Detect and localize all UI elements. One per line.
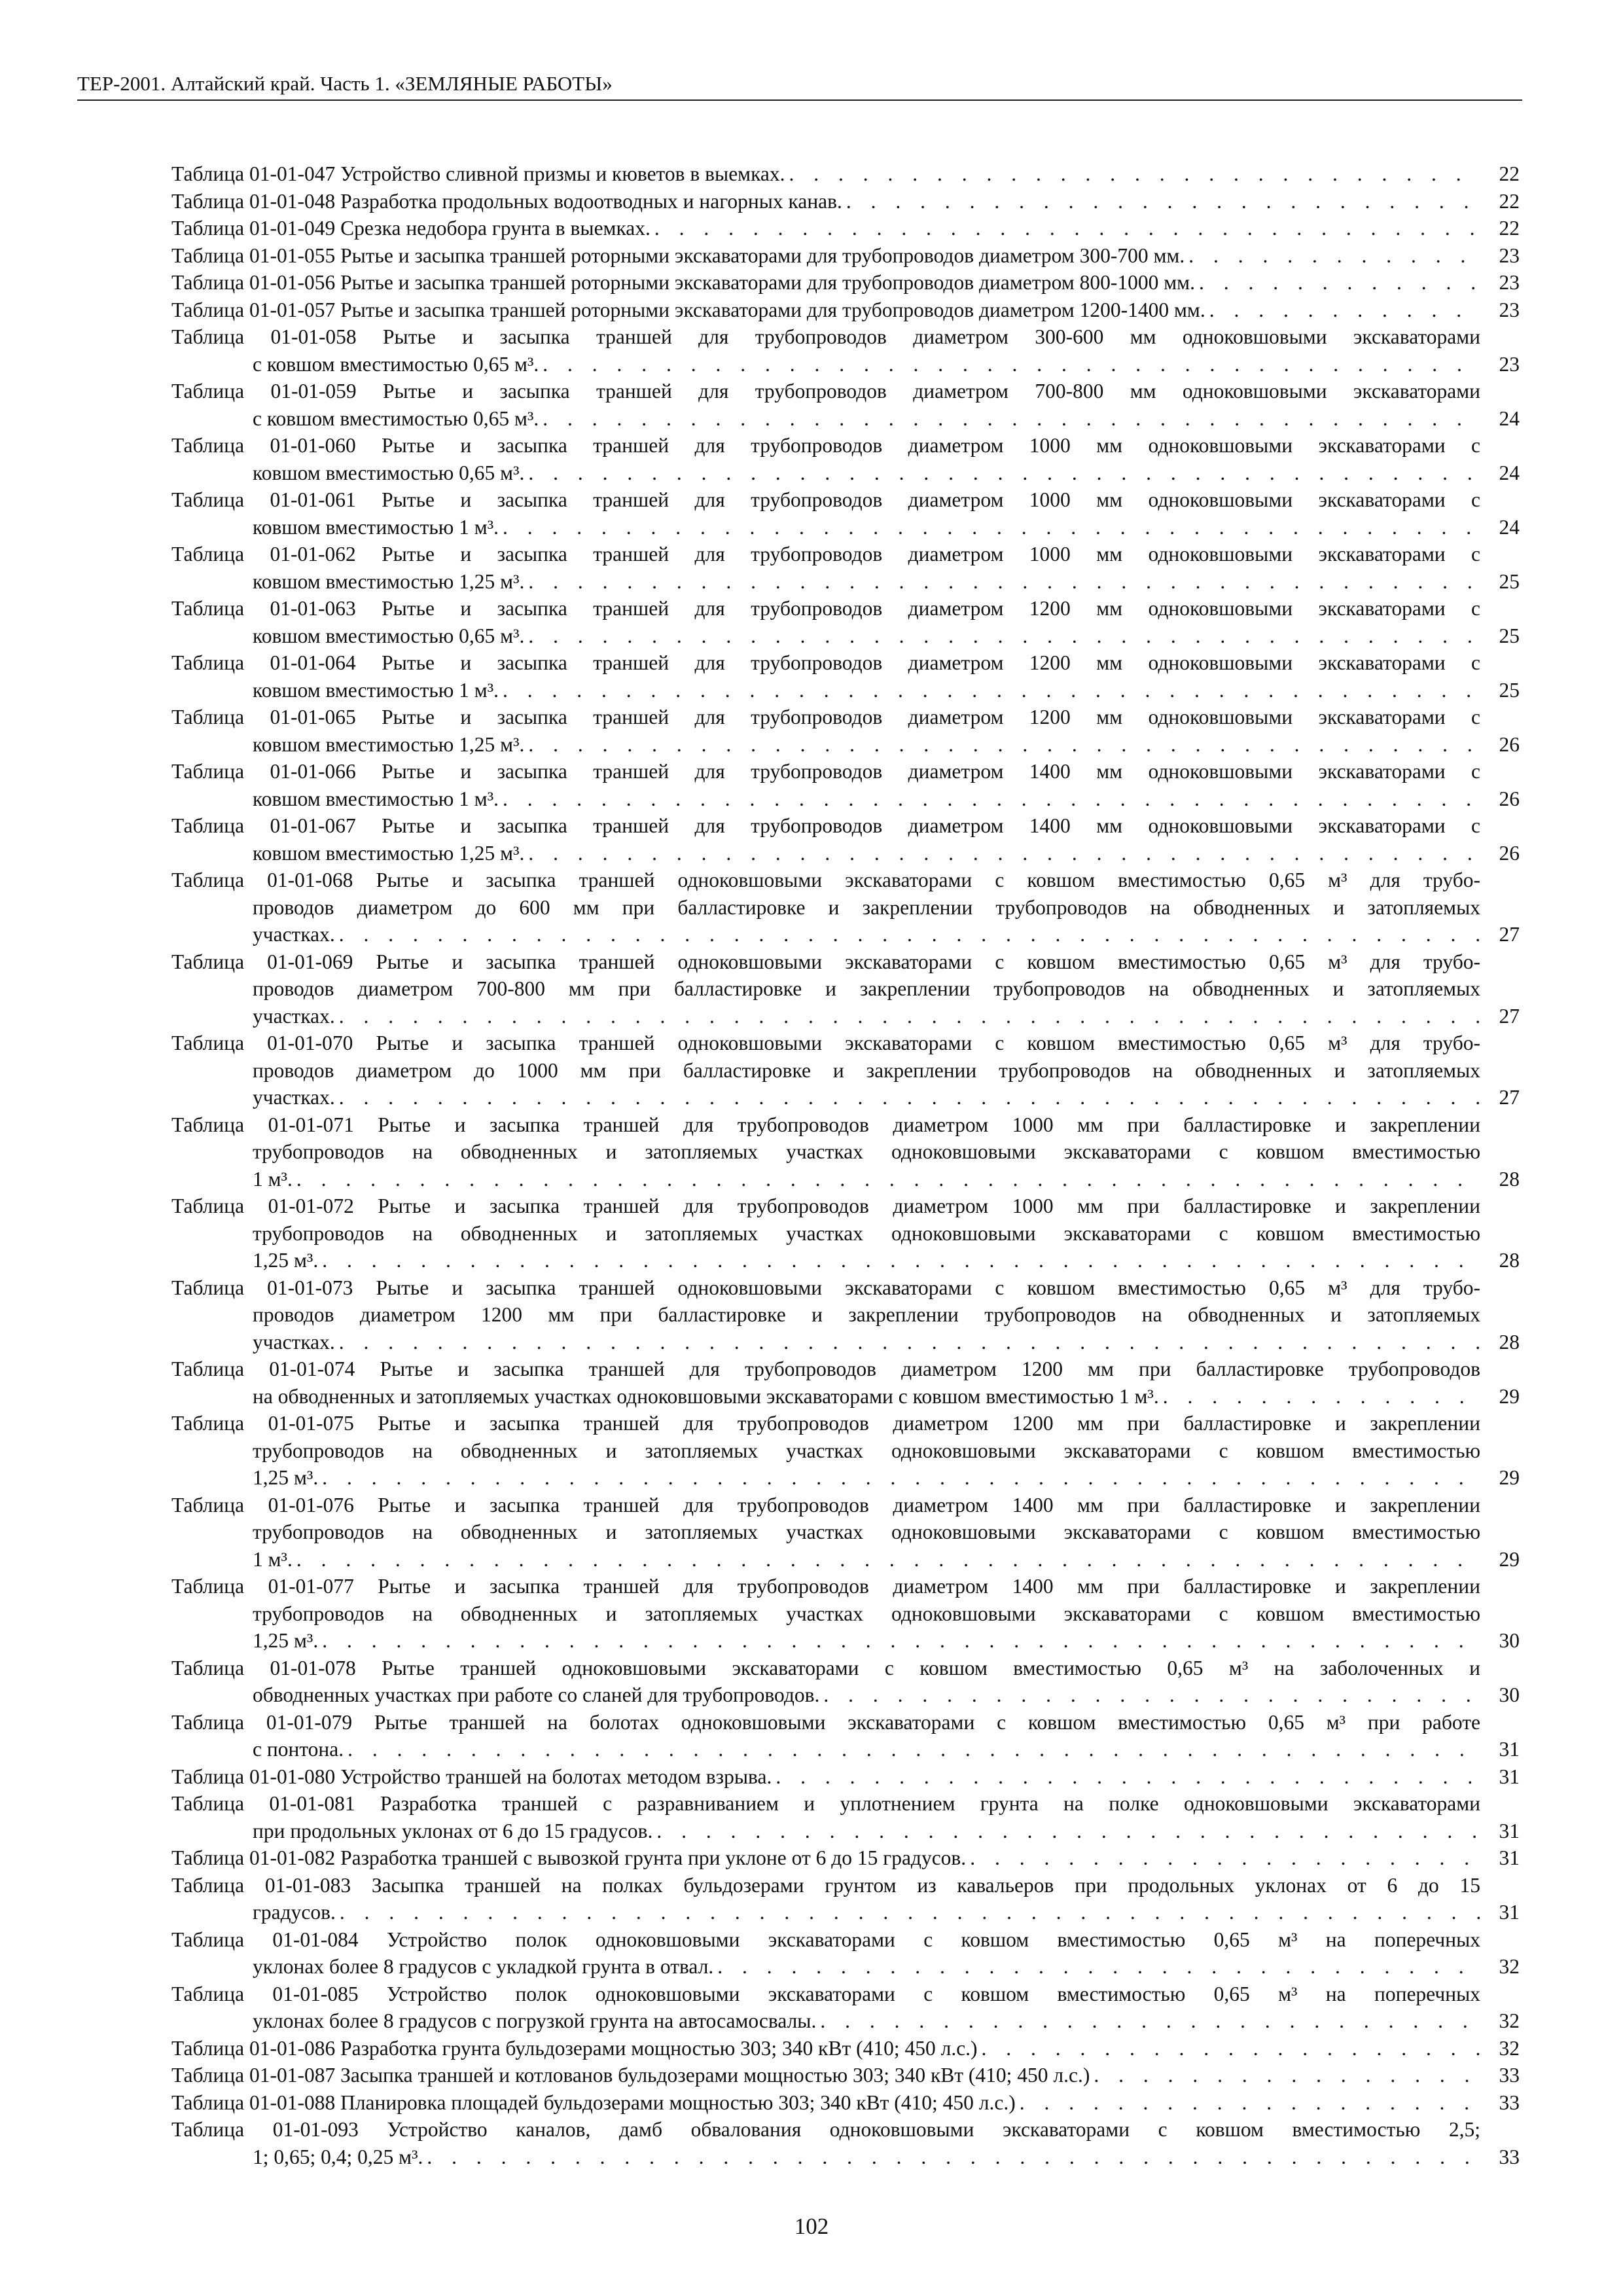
- toc-entry-text: [171, 215, 1480, 242]
- toc-entry-last-line: [171, 405, 1480, 433]
- toc-page-number: 23: [1499, 298, 1520, 321]
- toc-entry-line: Таблица 01-01-065 Рытье и засыпка траншей для трубопроводов диаметром 1200 мм одноковшовыми экскаваторами с: [171, 706, 1480, 728]
- toc-entry-text: [171, 1111, 1480, 1193]
- toc-entry-last-line: [171, 2062, 1480, 2089]
- dot-leader: [982, 2035, 1480, 2062]
- toc-entry-line: трубопроводов на обводненных и затопляемых участках одноковшовыми экскаваторами с ковшом вместимостью: [253, 1221, 1480, 1245]
- toc-entry-line: обводненных участках при работе со сланей для трубопроводов.: [253, 1683, 820, 1706]
- toc-page-number: 28: [1499, 1249, 1520, 1272]
- toc-entry-line: участках.: [253, 1004, 335, 1028]
- toc-entry-last-line: [171, 1383, 1480, 1410]
- toc-entry-last-line: [171, 2144, 1480, 2171]
- dot-leader: [654, 215, 1480, 242]
- toc-entry-line: Таблица 01-01-088 Планировка площадей бульдозерами мощностью 303; 340 кВт (410; 450 л.с.): [171, 2090, 1016, 2114]
- toc-entry-text: [171, 1655, 1480, 1709]
- toc-page-number: 27: [1499, 1086, 1520, 1109]
- header-title: ТЕР-2001. Алтайский край. Часть 1. «ЗЕМЛЯНЫЕ РАБОТЫ»: [77, 72, 613, 95]
- toc-entry-text: [171, 541, 1480, 595]
- toc-page-number: 27: [1499, 923, 1520, 946]
- toc-entry-line: Таблица 01-01-082 Разработка траншей с вывозкой грунта при уклоне от 6 до 15 градусов.: [171, 1846, 967, 1869]
- dot-leader: [528, 622, 1480, 650]
- dot-leader: [1094, 2062, 1480, 2089]
- toc-entry: [171, 704, 1520, 758]
- toc-entry-line: Таблица 01-01-086 Разработка грунта бульдозерами мощностью 303; 340 кВт (410; 450 л.с.): [171, 2036, 978, 2060]
- dot-leader: [543, 405, 1480, 433]
- toc-entry-text: [171, 1872, 1480, 1926]
- toc-page-number: 29: [1499, 1466, 1520, 1489]
- toc-entry-line: ковшом вместимостью 1 м³.: [253, 787, 499, 810]
- dot-leader: [339, 921, 1480, 948]
- toc-page-number: 26: [1499, 787, 1520, 810]
- toc-entry-line: Таблица 01-01-075 Рытье и засыпка траншей для трубопроводов диаметром 1200 мм при балластировке и закреплении: [171, 1412, 1480, 1435]
- toc-entry-line: ковшом вместимостью 1,25 м³.: [253, 732, 525, 756]
- toc-entry: [171, 486, 1520, 541]
- toc-entry: [171, 812, 1520, 867]
- toc-entry-text: [171, 1763, 1480, 1791]
- toc-entry-line: проводов диаметром до 1000 мм при балластировке и закреплении трубопроводов на обводненных и затопляемых: [253, 1058, 1480, 1082]
- toc-entry: [171, 2089, 1520, 2117]
- toc-page-number: 28: [1499, 1330, 1520, 1354]
- toc-page-number: 33: [1499, 2145, 1520, 2168]
- toc-entry-last-line: [171, 1166, 1480, 1193]
- toc-entry-line: проводов диаметром 1200 мм при балластировке и закреплении трубопроводов на обводненных и затопляемых: [253, 1303, 1480, 1326]
- toc-entry-line: Таблица 01-01-057 Рытье и засыпка траншей роторными экскаваторами для трубопроводов диаметром 1200-1400 мм.: [171, 298, 1205, 321]
- dot-leader: [656, 1818, 1480, 1845]
- toc-entry-line: трубопроводов на обводненных и затопляемых участках одноковшовыми экскаваторами с ковшом вместимостью: [253, 1439, 1480, 1462]
- toc-page-number: 26: [1499, 841, 1520, 865]
- toc-entry-last-line: [171, 921, 1480, 948]
- toc-entry-text: [171, 758, 1480, 812]
- toc-entry-line: Таблица 01-01-079 Рытье траншей на болотах одноковшовыми экскаваторами с ковшом вместимостью 0,65 м³ при работе: [171, 1710, 1480, 1734]
- toc-page-number: 29: [1499, 1384, 1520, 1408]
- toc-entry-last-line: [171, 840, 1480, 867]
- toc-entry-text: [171, 160, 1480, 188]
- toc-entry-last-line: [171, 269, 1480, 296]
- toc-entry-line: трубопроводов на обводненных и затопляемых участках одноковшовыми экскаваторами с ковшом вместимостью: [253, 1602, 1480, 1625]
- toc-entry: [171, 1274, 1520, 1356]
- toc-entry-text: [171, 948, 1480, 1030]
- toc-entry-line: 1 м³.: [253, 1547, 293, 1571]
- dot-leader: [340, 1899, 1480, 1926]
- toc-entry-line: Таблица 01-01-072 Рытье и засыпка траншей для трубопроводов диаметром 1000 мм при балластировке и закреплении: [171, 1194, 1480, 1217]
- toc-entry-last-line: [171, 514, 1480, 541]
- toc-entry-line: 1,25 м³.: [253, 1629, 319, 1652]
- toc-entry-line: Таблица 01-01-077 Рытье и засыпка траншей для трубопроводов диаметром 1400 мм при балластировке и закреплении: [171, 1575, 1480, 1598]
- running-header: [77, 71, 1522, 101]
- dot-leader: [503, 514, 1480, 541]
- dot-leader: [528, 459, 1480, 487]
- toc-entry-last-line: [171, 242, 1480, 270]
- toc-entry-text: [171, 867, 1480, 948]
- toc-page-number: 27: [1499, 1004, 1520, 1028]
- toc-entry-last-line: [171, 351, 1480, 378]
- toc-entry-line: участках.: [253, 1330, 335, 1354]
- toc-entry: [171, 2035, 1520, 2062]
- toc-page-number: 30: [1499, 1629, 1520, 1652]
- dot-leader: [1020, 2089, 1480, 2117]
- toc-page-number: 28: [1499, 1167, 1520, 1191]
- toc-page-number: 22: [1499, 217, 1520, 240]
- toc-entry-text: [171, 188, 1480, 215]
- toc-entry: [171, 1872, 1520, 1926]
- toc-entry-line: ковшом вместимостью 1,25 м³.: [253, 841, 525, 865]
- toc-entry-line: Таблица 01-01-074 Рытье и засыпка траншей для трубопроводов диаметром 1200 мм при балластировке трубопроводов: [171, 1357, 1480, 1380]
- dot-leader: [503, 677, 1480, 704]
- toc-entry: [171, 1492, 1520, 1573]
- toc-entry-last-line: [171, 1899, 1480, 1926]
- toc-entry-line: Таблица 01-01-081 Разработка траншей с разравниванием и уплотнением грунта на полке одноковшовыми экскаваторами: [171, 1792, 1480, 1815]
- toc-page-number: 23: [1499, 243, 1520, 267]
- toc-entry-line: Таблица 01-01-069 Рытье и засыпка траншей одноковшовыми экскаваторами с ковшом вместимостью 0,65 м³ для трубо-: [171, 950, 1480, 973]
- toc-entry-line: трубопроводов на обводненных и затопляемых участках одноковшовыми экскаваторами с ковшом вместимостью: [253, 1140, 1480, 1163]
- toc-entry-line: Таблица 01-01-061 Рытье и засыпка траншей для трубопроводов диаметром 1000 мм одноковшовыми экскаваторами с: [171, 488, 1480, 511]
- toc-entry-text: [171, 1193, 1480, 1274]
- toc-entry: [171, 1193, 1520, 1274]
- dot-leader: [1163, 1383, 1480, 1410]
- dot-leader: [339, 1003, 1480, 1030]
- toc-entry-line: Таблица 01-01-080 Устройство траншей на болотах методом взрыва.: [171, 1765, 772, 1788]
- toc-entry-line: Таблица 01-01-084 Устройство полок одноковшовыми экскаваторами с ковшом вместимостью 0,65 м³ на поперечных: [171, 1928, 1480, 1951]
- toc-entry: [171, 1790, 1520, 1844]
- toc-entry-line: Таблица 01-01-062 Рытье и засыпка траншей для трубопроводов диаметром 1000 мм одноковшовыми экскаваторами с: [171, 543, 1480, 565]
- toc-entry-text: [171, 1274, 1480, 1356]
- toc-entry-line: Таблица 01-01-058 Рытье и засыпка траншей для трубопроводов диаметром 300-600 мм одноковшовыми экскаваторами: [171, 325, 1480, 348]
- toc-entry-last-line: [171, 1953, 1480, 1981]
- toc-entry-line: ковшом вместимостью 0,65 м³.: [253, 624, 525, 647]
- toc-entry: [171, 215, 1520, 242]
- toc-entry-last-line: [171, 2035, 1480, 2062]
- toc-entry-text: [171, 2116, 1480, 2170]
- toc-entry: [171, 1844, 1520, 1872]
- toc-entry-line: 1; 0,65; 0,4; 0,25 м³.: [253, 2145, 423, 2168]
- toc-entry-last-line: [171, 215, 1480, 242]
- dot-leader: [296, 1546, 1480, 1573]
- toc-entry: [171, 188, 1520, 215]
- dot-leader: [322, 1247, 1480, 1274]
- toc-entry-line: Таблица 01-01-093 Устройство каналов, дамб обвалования одноковшовыми экскаваторами с ковшом вместимостью 2,5;: [171, 2118, 1480, 2141]
- dot-leader: [1209, 296, 1480, 324]
- dot-leader: [427, 2144, 1480, 2171]
- toc-entry-last-line: [171, 1464, 1480, 1492]
- toc-entry-text: [171, 1790, 1480, 1844]
- toc-entry-text: [171, 486, 1480, 541]
- toc-entry-last-line: [171, 1736, 1480, 1763]
- toc-entry: [171, 541, 1520, 595]
- toc-page-number: 24: [1499, 515, 1520, 539]
- dot-leader: [503, 785, 1480, 813]
- toc-entry-last-line: [171, 459, 1480, 487]
- toc-entry-text: [171, 432, 1480, 486]
- toc-entry-last-line: [171, 1003, 1480, 1030]
- toc-page-number: 25: [1499, 678, 1520, 702]
- toc-entry-text: [171, 323, 1480, 378]
- toc-entry-last-line: [171, 1546, 1480, 1573]
- toc-page-number: 25: [1499, 569, 1520, 593]
- dot-leader: [528, 568, 1480, 596]
- toc-entry-line: трубопроводов на обводненных и затопляемых участках одноковшовыми экскаваторами с ковшом вместимостью: [253, 1520, 1480, 1543]
- dot-leader: [528, 840, 1480, 867]
- toc-page-number: 33: [1499, 2090, 1520, 2114]
- toc-entry-line: уклонах более 8 градусов с погрузкой грунта на автосамосвалы.: [253, 2009, 817, 2032]
- toc-entry-text: [171, 704, 1480, 758]
- toc-entry-line: при продольных уклонах от 6 до 15 градусов.: [253, 1819, 653, 1842]
- toc-entry-line: 1,25 м³.: [253, 1466, 319, 1489]
- toc-entry: [171, 2062, 1520, 2089]
- toc-entry: [171, 1655, 1520, 1709]
- dot-leader: [1188, 242, 1480, 270]
- toc-entry-text: [171, 1981, 1480, 2035]
- toc-entry-last-line: [171, 731, 1480, 759]
- toc-entry-line: с понтона.: [253, 1738, 344, 1761]
- toc-entry-line: Таблица 01-01-049 Срезка недобора грунта в выемках.: [171, 217, 651, 240]
- toc-entry-line: Таблица 01-01-087 Засыпка траншей и котлованов бульдозерами мощностью 303; 340 кВт (410; 450 л.с.): [171, 2064, 1090, 2087]
- toc-entry: [171, 160, 1520, 188]
- toc-entry-last-line: [171, 677, 1480, 704]
- toc-entry: [171, 1111, 1520, 1193]
- toc-entry-text: [171, 1926, 1480, 1981]
- toc-entry-line: проводов диаметром 700-800 мм при балластировке и закреплении трубопроводов на обводненных и затопляемых: [253, 977, 1480, 1000]
- toc-entry-text: [171, 2089, 1480, 2117]
- toc-entry-line: Таблица 01-01-070 Рытье и засыпка траншей одноковшовыми экскаваторами с ковшом вместимостью 0,65 м³ для трубо-: [171, 1031, 1480, 1054]
- toc-entry-last-line: [171, 1084, 1480, 1111]
- toc-entry-text: [171, 2035, 1480, 2062]
- toc-entry-last-line: [171, 188, 1480, 215]
- toc-entry-text: [171, 595, 1480, 649]
- toc-entry-text: [171, 1844, 1480, 1872]
- toc-page-number: 31: [1499, 1738, 1520, 1761]
- toc-entry: [171, 948, 1520, 1030]
- toc-entry: [171, 242, 1520, 270]
- toc-entry-line: Таблица 01-01-083 Засыпка траншей на полках бульдозерами грунтом из кавальеров при продольных уклонах от 6 до 15: [171, 1873, 1480, 1897]
- toc-entry-line: 1 м³.: [253, 1167, 293, 1191]
- toc-entry: [171, 1030, 1520, 1111]
- toc-entry-line: ковшом вместимостью 0,65 м³.: [253, 461, 525, 484]
- toc-entry-line: с ковшом вместимостью 0,65 м³.: [253, 352, 539, 376]
- toc-entry-line: Таблица 01-01-066 Рытье и засыпка траншей для трубопроводов диаметром 1400 мм одноковшовыми экскаваторами с: [171, 760, 1480, 783]
- toc-entry-text: [171, 1709, 1480, 1763]
- toc-entry-line: 1,25 м³.: [253, 1249, 319, 1272]
- toc-entry-line: Таблица 01-01-085 Устройство полок одноковшовыми экскаваторами с ковшом вместимостью 0,65 м³ на поперечных: [171, 1982, 1480, 2005]
- toc-entry-line: ковшом вместимостью 1 м³.: [253, 678, 499, 702]
- toc-entry-text: [171, 1410, 1480, 1492]
- toc-entry-line: уклонах более 8 градусов с укладкой грунта в отвал.: [253, 1955, 714, 1978]
- dot-leader: [970, 1844, 1480, 1872]
- dot-leader: [717, 1953, 1480, 1981]
- toc-entry: [171, 269, 1520, 296]
- toc-entry-text: [171, 1355, 1480, 1410]
- toc-page-number: 25: [1499, 624, 1520, 647]
- toc-page-number: 31: [1499, 1819, 1520, 1842]
- dot-leader: [823, 1681, 1480, 1709]
- toc-page-number: 32: [1499, 1955, 1520, 1978]
- toc-entry-last-line: [171, 1844, 1480, 1872]
- toc-page-number: 31: [1499, 1901, 1520, 1924]
- toc-entry-line: Таблица 01-01-068 Рытье и засыпка траншей одноковшовыми экскаваторами с ковшом вместимостью 0,65 м³ для трубо-: [171, 869, 1480, 891]
- toc-page-number: 29: [1499, 1547, 1520, 1571]
- dot-leader: [339, 1329, 1480, 1356]
- toc-entry-line: участках.: [253, 923, 335, 946]
- toc-entry-text: [171, 296, 1480, 324]
- toc-entry-line: Таблица 01-01-048 Разработка продольных водоотводных и нагорных канав.: [171, 189, 842, 213]
- toc-entry-last-line: [171, 1247, 1480, 1274]
- toc-entry-last-line: [171, 1329, 1480, 1356]
- dot-leader: [322, 1464, 1480, 1492]
- toc-entry-line: Таблица 01-01-067 Рытье и засыпка траншей для трубопроводов диаметром 1400 мм одноковшовыми экскаваторами с: [171, 814, 1480, 837]
- toc-entry: [171, 595, 1520, 649]
- toc-entry-line: с ковшом вместимостью 0,65 м³.: [253, 406, 539, 430]
- toc-entry-last-line: [171, 296, 1480, 324]
- toc-page-number: 32: [1499, 2009, 1520, 2032]
- toc-entry-last-line: [171, 2089, 1480, 2117]
- toc-entry: [171, 1709, 1520, 1763]
- dot-leader: [789, 160, 1480, 188]
- toc-entry: [171, 1573, 1520, 1655]
- toc-entry-last-line: [171, 622, 1480, 650]
- toc-entry: [171, 1926, 1520, 1981]
- toc-entry-last-line: [171, 160, 1480, 188]
- dot-leader: [846, 188, 1480, 215]
- toc-entry-line: Таблица 01-01-063 Рытье и засыпка траншей для трубопроводов диаметром 1200 мм одноковшовыми экскаваторами с: [171, 597, 1480, 620]
- dot-leader: [820, 2007, 1480, 2035]
- toc-entry: [171, 758, 1520, 812]
- toc-entry-last-line: [171, 1763, 1480, 1791]
- page-number: 102: [794, 2214, 829, 2239]
- toc-entry-line: на обводненных и затопляемых участках одноковшовыми экскаваторами с ковшом вместимостью 1 м³.: [253, 1384, 1159, 1408]
- toc-entry-line: Таблица 01-01-076 Рытье и засыпка траншей для трубопроводов диаметром 1400 мм при балластировке и закреплении: [171, 1493, 1480, 1516]
- table-of-contents: [171, 160, 1520, 2170]
- toc-entry-line: градусов.: [253, 1901, 336, 1924]
- toc-page-number: 32: [1499, 2036, 1520, 2060]
- toc-entry-last-line: [171, 1627, 1480, 1655]
- toc-entry: [171, 2116, 1520, 2170]
- toc-page-number: 31: [1499, 1846, 1520, 1869]
- toc-page-number: 30: [1499, 1683, 1520, 1706]
- toc-entry-last-line: [171, 1818, 1480, 1845]
- toc-entry-line: участках.: [253, 1086, 335, 1109]
- toc-entry: [171, 649, 1520, 704]
- toc-entry-text: [171, 1492, 1480, 1573]
- toc-page-number: 23: [1499, 352, 1520, 376]
- toc-entry-text: [171, 242, 1480, 270]
- toc-entry-line: Таблица 01-01-055 Рытье и засыпка траншей роторными экскаваторами для трубопроводов диаметром 300-700 мм.: [171, 243, 1185, 267]
- dot-leader: [296, 1166, 1480, 1193]
- toc-page-number: 23: [1499, 271, 1520, 294]
- toc-entry-text: [171, 2062, 1480, 2089]
- toc-entry: [171, 1355, 1520, 1410]
- toc-entry: [171, 867, 1520, 948]
- dot-leader: [322, 1627, 1480, 1655]
- toc-entry-last-line: [171, 785, 1480, 813]
- toc-entry: [171, 1410, 1520, 1492]
- toc-entry-line: Таблица 01-01-071 Рытье и засыпка траншей для трубопроводов диаметром 1000 мм при балластировке и закреплении: [171, 1113, 1480, 1136]
- toc-entry-last-line: [171, 568, 1480, 596]
- toc-page-number: 22: [1499, 189, 1520, 213]
- toc-entry-line: Таблица 01-01-078 Рытье траншей одноковшовыми экскаваторами с ковшом вместимостью 0,65 м³ на заболоченных и: [171, 1656, 1480, 1679]
- toc-entry-text: [171, 378, 1480, 432]
- toc-page-number: 24: [1499, 461, 1520, 484]
- toc-entry-line: Таблица 01-01-059 Рытье и засыпка траншей для трубопроводов диаметром 700-800 мм одноковшовыми экскаваторами: [171, 380, 1480, 403]
- toc-entry-last-line: [171, 1681, 1480, 1709]
- toc-entry-line: Таблица 01-01-047 Устройство сливной призмы и кюветов в выемках.: [171, 162, 785, 185]
- toc-page-number: 33: [1499, 2064, 1520, 2087]
- toc-entry: [171, 378, 1520, 432]
- toc-entry: [171, 296, 1520, 324]
- toc-entry-line: проводов диаметром до 600 мм при балластировке и закреплении трубопроводов на обводненных и затопляемых: [253, 895, 1480, 919]
- toc-entry-text: [171, 269, 1480, 296]
- toc-entry-last-line: [171, 2007, 1480, 2035]
- dot-leader: [339, 1084, 1480, 1111]
- toc-entry: [171, 1763, 1520, 1791]
- toc-entry-line: Таблица 01-01-064 Рытье и засыпка траншей для трубопроводов диаметром 1200 мм одноковшовыми экскаваторами с: [171, 651, 1480, 674]
- dot-leader: [348, 1736, 1480, 1763]
- toc-entry-line: Таблица 01-01-073 Рытье и засыпка траншей одноковшовыми экскаваторами с ковшом вместимостью 0,65 м³ для трубо-: [171, 1276, 1480, 1299]
- toc-entry: [171, 1981, 1520, 2035]
- toc-entry-text: [171, 1573, 1480, 1655]
- dot-leader: [528, 731, 1480, 759]
- toc-entry-text: [171, 1030, 1480, 1111]
- dot-leader: [1199, 269, 1480, 296]
- toc-page-number: 24: [1499, 406, 1520, 430]
- dot-leader: [543, 351, 1480, 378]
- toc-entry-text: [171, 812, 1480, 867]
- toc-page-number: 31: [1499, 1765, 1520, 1788]
- dot-leader: [776, 1763, 1480, 1791]
- toc-entry: [171, 323, 1520, 378]
- toc-entry-line: ковшом вместимостью 1 м³.: [253, 515, 499, 539]
- toc-entry-line: ковшом вместимостью 1,25 м³.: [253, 569, 525, 593]
- toc-entry-text: [171, 649, 1480, 704]
- toc-entry: [171, 432, 1520, 486]
- toc-entry-line: Таблица 01-01-060 Рытье и засыпка траншей для трубопроводов диаметром 1000 мм одноковшовыми экскаваторами с: [171, 434, 1480, 457]
- toc-entry-line: Таблица 01-01-056 Рытье и засыпка траншей роторными экскаваторами для трубопроводов диаметром 800-1000 мм.: [171, 271, 1195, 294]
- toc-page-number: 26: [1499, 732, 1520, 756]
- toc-page-number: 22: [1499, 162, 1520, 185]
